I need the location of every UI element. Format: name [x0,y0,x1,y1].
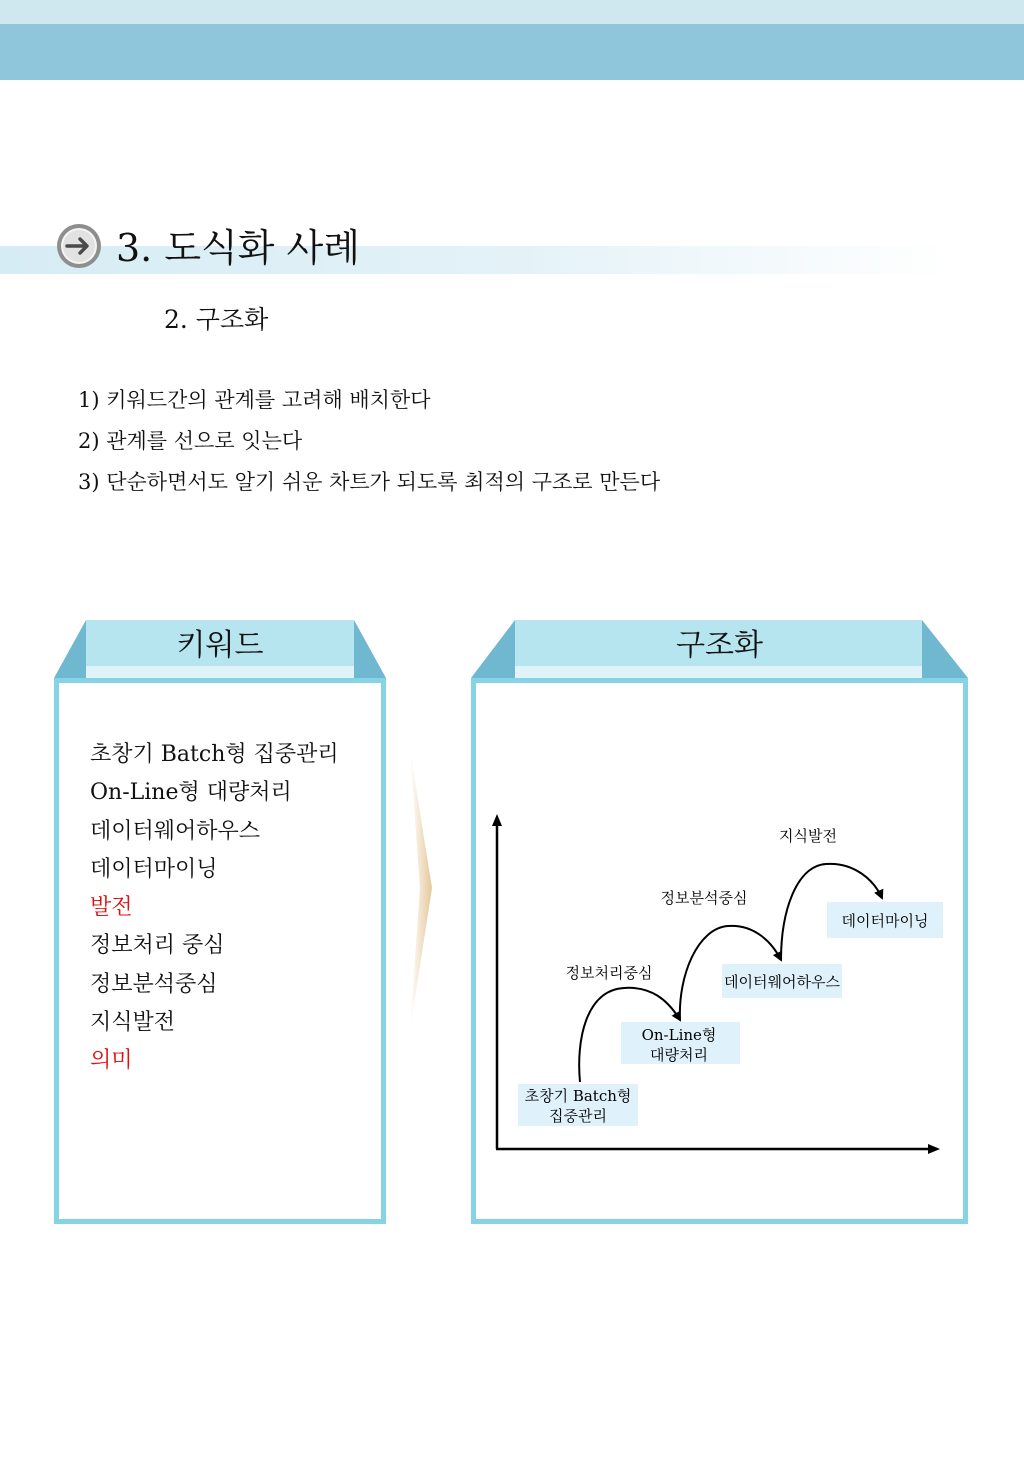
transition-label: 정보분석중심 [660,889,748,907]
structure-diagram [476,800,956,1180]
keyword-item: 데이터마이닝 [90,856,218,882]
keyword-item-emphasis: 의미 [90,1048,133,1074]
keyword-item: 정보분석중심 [90,971,218,997]
keyword-header-label: 키워드 [176,628,264,663]
stage-label: On-Line형 [641,1026,717,1044]
section-title: 3. 도식화 사례 [116,226,360,270]
top-banner-light [0,0,1024,24]
keyword-item: 초창기 Batch형 집중관리 [90,742,339,767]
keyword-item: On-Line형 대량처리 [90,780,292,806]
keyword-item: 데이터웨어하우스 [90,818,261,844]
step-item: 2) 관계를 선으로 잇는다 [78,429,303,453]
step-item: 3) 단순하면서도 알기 쉬운 차트가 되도록 최적의 구조로 만든다 [78,470,661,494]
stage-label: 대량처리 [650,1046,708,1064]
keyword-panel-header [54,620,386,678]
stage-label: 초창기 Batch형 [524,1087,632,1105]
keyword-list [90,736,339,1081]
stage-label: 집중관리 [549,1107,607,1125]
stage-label: 데이터마이닝 [841,912,929,930]
x-axis-arrowhead [928,1144,940,1154]
keyword-item-emphasis: 발전 [90,895,133,921]
steps-list [78,380,660,503]
keyword-item: 지식발전 [90,1010,176,1036]
keyword-item: 정보처리 중심 [90,933,225,959]
structure-header-label: 구조화 [676,628,763,663]
top-banner [0,24,1024,80]
section-subtitle: 2. 구조화 [164,305,269,334]
arrow-circle-icon [55,222,103,270]
transition-label: 지식발전 [779,827,837,845]
y-axis-arrowhead [492,814,502,826]
transition-chevron-icon [398,750,438,1030]
stage-label: 데이터웨어하우스 [724,973,840,991]
step-item: 1) 키워드간의 관계를 고려해 배치한다 [78,388,431,412]
transition-label: 정보처리중심 [565,964,653,982]
structure-panel-header [471,620,968,678]
